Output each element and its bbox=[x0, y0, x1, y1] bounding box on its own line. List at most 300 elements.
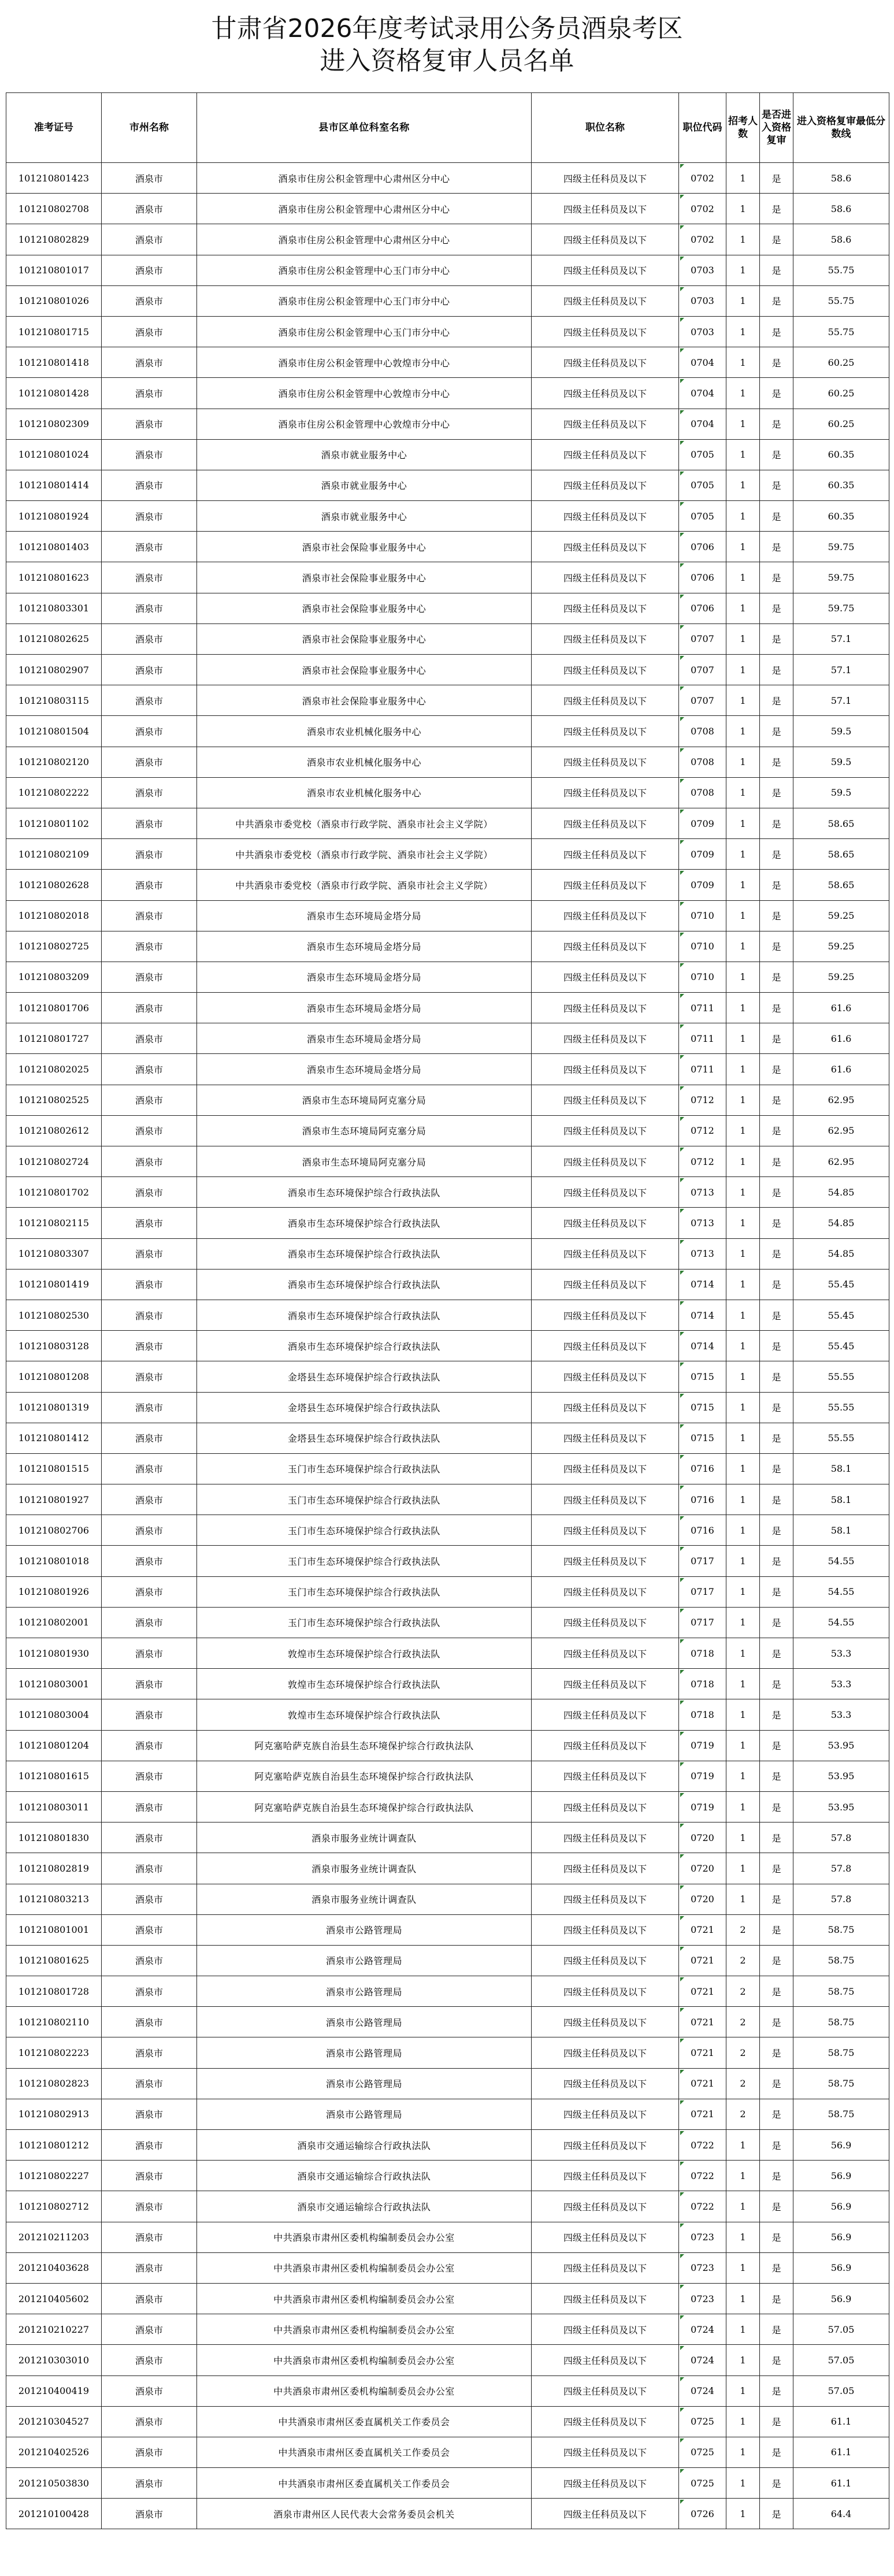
cell-qualified: 是 bbox=[760, 1208, 793, 1238]
cell-min-score: 55.45 bbox=[793, 1300, 889, 1330]
cell-exam-id: 101210801026 bbox=[6, 285, 102, 316]
cell-unit: 酒泉市生态环境局金塔分局 bbox=[197, 931, 532, 962]
cell-exam-id: 101210802309 bbox=[6, 409, 102, 439]
cell-min-score: 60.35 bbox=[793, 439, 889, 470]
cell-position-code: 0707 bbox=[679, 655, 726, 685]
cell-min-score: 62.95 bbox=[793, 1085, 889, 1115]
cell-position: 四级主任科员及以下 bbox=[532, 347, 679, 378]
cell-position-code: 0705 bbox=[679, 501, 726, 532]
cell-exam-id: 101210801927 bbox=[6, 1484, 102, 1515]
cell-city: 酒泉市 bbox=[102, 716, 197, 747]
cell-qualified: 是 bbox=[760, 1023, 793, 1054]
cell-unit: 敦煌市生态环境保护综合行政执法队 bbox=[197, 1638, 532, 1669]
cell-quota: 1 bbox=[726, 931, 760, 962]
cell-exam-id: 201210402526 bbox=[6, 2437, 102, 2467]
cell-exam-id: 101210801924 bbox=[6, 501, 102, 532]
table-row bbox=[6, 1976, 889, 2007]
cell-city: 酒泉市 bbox=[102, 439, 197, 470]
cell-city: 酒泉市 bbox=[102, 1361, 197, 1392]
cell-position: 四级主任科员及以下 bbox=[532, 2283, 679, 2314]
cell-position-code: 0721 bbox=[679, 2007, 726, 2037]
cell-position-code: 0715 bbox=[679, 1392, 726, 1423]
cell-exam-id: 101210801428 bbox=[6, 378, 102, 409]
cell-exam-id: 101210802525 bbox=[6, 1085, 102, 1115]
table-row bbox=[6, 1669, 889, 1699]
table-row bbox=[6, 562, 889, 593]
table-row bbox=[6, 931, 889, 962]
cell-unit: 酒泉市公路管理局 bbox=[197, 2068, 532, 2099]
cell-position-code: 0722 bbox=[679, 2130, 726, 2161]
table-row bbox=[6, 685, 889, 716]
cell-quota: 1 bbox=[726, 163, 760, 194]
cell-city: 酒泉市 bbox=[102, 2099, 197, 2129]
cell-min-score: 58.75 bbox=[793, 1945, 889, 1976]
cell-quota: 1 bbox=[726, 470, 760, 500]
cell-qualified: 是 bbox=[760, 1484, 793, 1515]
cell-quota: 1 bbox=[726, 194, 760, 224]
cell-quota: 1 bbox=[726, 1607, 760, 1638]
cell-min-score: 64.4 bbox=[793, 2499, 889, 2529]
cell-min-score: 53.3 bbox=[793, 1638, 889, 1669]
cell-qualified: 是 bbox=[760, 1269, 793, 1300]
cell-min-score: 59.5 bbox=[793, 747, 889, 777]
cell-unit: 玉门市生态环境保护综合行政执法队 bbox=[197, 1484, 532, 1515]
cell-position: 四级主任科员及以下 bbox=[532, 1146, 679, 1177]
table-row bbox=[6, 1208, 889, 1238]
table-row bbox=[6, 1914, 889, 1945]
table-row bbox=[6, 1791, 889, 1822]
cell-city: 酒泉市 bbox=[102, 1085, 197, 1115]
cell-min-score: 58.75 bbox=[793, 1976, 889, 2007]
table-row bbox=[6, 870, 889, 900]
cell-quota: 2 bbox=[726, 1945, 760, 1976]
cell-position-code: 0709 bbox=[679, 808, 726, 838]
cell-quota: 1 bbox=[726, 1699, 760, 1730]
cell-city: 酒泉市 bbox=[102, 409, 197, 439]
cell-quota: 1 bbox=[726, 2468, 760, 2499]
table-row bbox=[6, 2314, 889, 2345]
table-row bbox=[6, 1515, 889, 1546]
cell-quota: 1 bbox=[726, 1791, 760, 1822]
cell-quota: 1 bbox=[726, 1761, 760, 1791]
cell-position: 四级主任科员及以下 bbox=[532, 1791, 679, 1822]
cell-min-score: 57.8 bbox=[793, 1884, 889, 1914]
table-row bbox=[6, 224, 889, 255]
cell-city: 酒泉市 bbox=[102, 1884, 197, 1914]
cell-qualified: 是 bbox=[760, 2161, 793, 2191]
cell-position: 四级主任科员及以下 bbox=[532, 1392, 679, 1423]
cell-city: 酒泉市 bbox=[102, 1914, 197, 1945]
cell-exam-id: 101210802227 bbox=[6, 2161, 102, 2191]
cell-city: 酒泉市 bbox=[102, 870, 197, 900]
table-row bbox=[6, 409, 889, 439]
cell-quota: 1 bbox=[726, 1300, 760, 1330]
cell-city: 酒泉市 bbox=[102, 1453, 197, 1484]
cell-unit: 酒泉市公路管理局 bbox=[197, 1914, 532, 1945]
cell-position-code: 0719 bbox=[679, 1730, 726, 1761]
cell-exam-id: 101210802823 bbox=[6, 2068, 102, 2099]
cell-position-code: 0706 bbox=[679, 593, 726, 623]
cell-exam-id: 101210801102 bbox=[6, 808, 102, 838]
cell-min-score: 56.9 bbox=[793, 2252, 889, 2283]
cell-min-score: 59.75 bbox=[793, 532, 889, 562]
cell-position-code: 0719 bbox=[679, 1761, 726, 1791]
cell-unit: 中共酒泉市肃州区委机构编制委员会办公室 bbox=[197, 2283, 532, 2314]
cell-qualified: 是 bbox=[760, 685, 793, 716]
cell-unit: 酒泉市住房公积金管理中心肃州区分中心 bbox=[197, 163, 532, 194]
header-unit: 县市区单位科室名称 bbox=[197, 93, 532, 163]
cell-exam-id: 101210801702 bbox=[6, 1177, 102, 1208]
cell-unit: 中共酒泉市肃州区委直属机关工作委员会 bbox=[197, 2406, 532, 2437]
cell-exam-id: 101210803001 bbox=[6, 1669, 102, 1699]
cell-qualified: 是 bbox=[760, 2222, 793, 2252]
cell-exam-id: 101210802109 bbox=[6, 839, 102, 870]
cell-position: 四级主任科员及以下 bbox=[532, 1453, 679, 1484]
table-row bbox=[6, 1238, 889, 1269]
cell-city: 酒泉市 bbox=[102, 1115, 197, 1146]
table-row bbox=[6, 1484, 889, 1515]
cell-unit: 金塔县生态环境保护综合行政执法队 bbox=[197, 1423, 532, 1453]
cell-qualified: 是 bbox=[760, 1884, 793, 1914]
cell-position: 四级主任科员及以下 bbox=[532, 1945, 679, 1976]
cell-unit: 玉门市生态环境保护综合行政执法队 bbox=[197, 1453, 532, 1484]
cell-quota: 1 bbox=[726, 1331, 760, 1361]
cell-city: 酒泉市 bbox=[102, 2222, 197, 2252]
cell-position: 四级主任科员及以下 bbox=[532, 1423, 679, 1453]
cell-city: 酒泉市 bbox=[102, 1638, 197, 1669]
cell-qualified: 是 bbox=[760, 1699, 793, 1730]
cell-qualified: 是 bbox=[760, 2068, 793, 2099]
cell-unit: 中共酒泉市委党校（酒泉市行政学院、酒泉市社会主义学院） bbox=[197, 870, 532, 900]
header-quota: 招考人数 bbox=[726, 93, 760, 163]
cell-position-code: 0708 bbox=[679, 747, 726, 777]
cell-position: 四级主任科员及以下 bbox=[532, 2499, 679, 2529]
cell-qualified: 是 bbox=[760, 1638, 793, 1669]
cell-unit: 酒泉市住房公积金管理中心玉门市分中心 bbox=[197, 255, 532, 285]
table-row bbox=[6, 1392, 889, 1423]
cell-unit: 阿克塞哈萨克族自治县生态环境保护综合行政执法队 bbox=[197, 1730, 532, 1761]
cell-city: 酒泉市 bbox=[102, 1791, 197, 1822]
cell-quota: 1 bbox=[726, 1269, 760, 1300]
cell-min-score: 59.25 bbox=[793, 931, 889, 962]
cell-exam-id: 101210802115 bbox=[6, 1208, 102, 1238]
cell-exam-id: 101210801625 bbox=[6, 1945, 102, 1976]
cell-position: 四级主任科员及以下 bbox=[532, 1331, 679, 1361]
cell-position: 四级主任科员及以下 bbox=[532, 501, 679, 532]
cell-quota: 1 bbox=[726, 1115, 760, 1146]
cell-position-code: 0717 bbox=[679, 1576, 726, 1607]
cell-unit: 敦煌市生态环境保护综合行政执法队 bbox=[197, 1669, 532, 1699]
table-header-row bbox=[6, 93, 889, 163]
page-subtitle: 进入资格复审人员名单 bbox=[320, 46, 574, 76]
cell-position: 四级主任科员及以下 bbox=[532, 439, 679, 470]
cell-min-score: 55.75 bbox=[793, 316, 889, 347]
table-row bbox=[6, 2499, 889, 2529]
cell-exam-id: 101210802913 bbox=[6, 2099, 102, 2129]
table-row bbox=[6, 501, 889, 532]
cell-position: 四级主任科员及以下 bbox=[532, 1085, 679, 1115]
cell-qualified: 是 bbox=[760, 1853, 793, 1884]
cell-quota: 1 bbox=[726, 993, 760, 1023]
cell-unit: 酒泉市就业服务中心 bbox=[197, 439, 532, 470]
table-row bbox=[6, 839, 889, 870]
cell-min-score: 59.25 bbox=[793, 962, 889, 992]
cell-qualified: 是 bbox=[760, 1945, 793, 1976]
cell-position: 四级主任科员及以下 bbox=[532, 1853, 679, 1884]
cell-city: 酒泉市 bbox=[102, 285, 197, 316]
cell-quota: 1 bbox=[726, 962, 760, 992]
table-row bbox=[6, 2283, 889, 2314]
cell-city: 酒泉市 bbox=[102, 2252, 197, 2283]
cell-position: 四级主任科员及以下 bbox=[532, 1884, 679, 1914]
cell-city: 酒泉市 bbox=[102, 1730, 197, 1761]
cell-min-score: 60.25 bbox=[793, 409, 889, 439]
cell-unit: 酒泉市服务业统计调查队 bbox=[197, 1884, 532, 1914]
cell-position: 四级主任科员及以下 bbox=[532, 1546, 679, 1576]
cell-qualified: 是 bbox=[760, 655, 793, 685]
cell-unit: 酒泉市生态环境局阿克塞分局 bbox=[197, 1146, 532, 1177]
cell-quota: 1 bbox=[726, 2130, 760, 2161]
cell-city: 酒泉市 bbox=[102, 962, 197, 992]
cell-position-code: 0723 bbox=[679, 2222, 726, 2252]
cell-city: 酒泉市 bbox=[102, 1146, 197, 1177]
cell-min-score: 55.55 bbox=[793, 1361, 889, 1392]
cell-position-code: 0726 bbox=[679, 2499, 726, 2529]
cell-position-code: 0710 bbox=[679, 900, 726, 931]
cell-quota: 1 bbox=[726, 593, 760, 623]
cell-min-score: 56.9 bbox=[793, 2191, 889, 2222]
header-qualified: 是否进入资格复审 bbox=[760, 93, 793, 163]
cell-position-code: 0702 bbox=[679, 194, 726, 224]
cell-min-score: 58.1 bbox=[793, 1484, 889, 1515]
cell-qualified: 是 bbox=[760, 316, 793, 347]
cell-position: 四级主任科员及以下 bbox=[532, 870, 679, 900]
cell-quota: 1 bbox=[726, 2161, 760, 2191]
table-row bbox=[6, 194, 889, 224]
cell-quota: 1 bbox=[726, 2191, 760, 2222]
header-min-score: 进入资格复审最低分数线 bbox=[793, 93, 889, 163]
cell-city: 酒泉市 bbox=[102, 2130, 197, 2161]
cell-position: 四级主任科员及以下 bbox=[532, 1822, 679, 1853]
cell-min-score: 58.6 bbox=[793, 194, 889, 224]
cell-qualified: 是 bbox=[760, 623, 793, 654]
cell-position: 四级主任科员及以下 bbox=[532, 1730, 679, 1761]
table-row bbox=[6, 1085, 889, 1115]
cell-unit: 中共酒泉市肃州区委机构编制委员会办公室 bbox=[197, 2252, 532, 2283]
cell-min-score: 54.85 bbox=[793, 1238, 889, 1269]
cell-quota: 1 bbox=[726, 1146, 760, 1177]
cell-quota: 1 bbox=[726, 1884, 760, 1914]
cell-qualified: 是 bbox=[760, 993, 793, 1023]
cell-position-code: 0712 bbox=[679, 1146, 726, 1177]
cell-qualified: 是 bbox=[760, 1607, 793, 1638]
cell-min-score: 58.1 bbox=[793, 1515, 889, 1546]
cell-position-code: 0721 bbox=[679, 2068, 726, 2099]
cell-quota: 2 bbox=[726, 1914, 760, 1945]
cell-qualified: 是 bbox=[760, 1515, 793, 1546]
table-row bbox=[6, 1361, 889, 1392]
cell-unit: 酒泉市住房公积金管理中心敦煌市分中心 bbox=[197, 409, 532, 439]
cell-position: 四级主任科员及以下 bbox=[532, 194, 679, 224]
cell-city: 酒泉市 bbox=[102, 1576, 197, 1607]
table-row bbox=[6, 716, 889, 747]
cell-position-code: 0706 bbox=[679, 532, 726, 562]
cell-min-score: 54.55 bbox=[793, 1576, 889, 1607]
cell-qualified: 是 bbox=[760, 716, 793, 747]
cell-unit: 玉门市生态环境保护综合行政执法队 bbox=[197, 1607, 532, 1638]
cell-min-score: 61.6 bbox=[793, 1054, 889, 1085]
cell-city: 酒泉市 bbox=[102, 1177, 197, 1208]
cell-quota: 1 bbox=[726, 900, 760, 931]
cell-position: 四级主任科员及以下 bbox=[532, 470, 679, 500]
table-row bbox=[6, 255, 889, 285]
table-row bbox=[6, 655, 889, 685]
table-row bbox=[6, 1884, 889, 1914]
cell-position-code: 0721 bbox=[679, 1914, 726, 1945]
cell-min-score: 58.75 bbox=[793, 2068, 889, 2099]
cell-position-code: 0715 bbox=[679, 1423, 726, 1453]
cell-unit: 酒泉市公路管理局 bbox=[197, 2007, 532, 2037]
cell-position-code: 0720 bbox=[679, 1884, 726, 1914]
header-exam-id: 准考证号 bbox=[6, 93, 102, 163]
table-row bbox=[6, 1269, 889, 1300]
table-row bbox=[6, 1730, 889, 1761]
cell-position: 四级主任科员及以下 bbox=[532, 993, 679, 1023]
cell-qualified: 是 bbox=[760, 1576, 793, 1607]
cell-quota: 1 bbox=[726, 1085, 760, 1115]
cell-city: 酒泉市 bbox=[102, 1238, 197, 1269]
page-title: 甘肃省2026年度考试录用公务员酒泉考区 bbox=[211, 14, 683, 43]
cell-qualified: 是 bbox=[760, 2191, 793, 2222]
cell-quota: 1 bbox=[726, 685, 760, 716]
cell-position-code: 0708 bbox=[679, 716, 726, 747]
cell-position-code: 0711 bbox=[679, 1054, 726, 1085]
cell-unit: 酒泉市社会保险事业服务中心 bbox=[197, 623, 532, 654]
cell-quota: 1 bbox=[726, 1023, 760, 1054]
cell-position: 四级主任科员及以下 bbox=[532, 2161, 679, 2191]
cell-position: 四级主任科员及以下 bbox=[532, 2099, 679, 2129]
table-row bbox=[6, 2222, 889, 2252]
cell-quota: 1 bbox=[726, 378, 760, 409]
cell-city: 酒泉市 bbox=[102, 1054, 197, 1085]
cell-min-score: 58.1 bbox=[793, 1453, 889, 1484]
cell-exam-id: 101210802708 bbox=[6, 194, 102, 224]
cell-position: 四级主任科员及以下 bbox=[532, 808, 679, 838]
cell-unit: 中共酒泉市肃州区委直属机关工作委员会 bbox=[197, 2437, 532, 2467]
cell-quota: 1 bbox=[726, 808, 760, 838]
cell-qualified: 是 bbox=[760, 2345, 793, 2375]
cell-min-score: 57.1 bbox=[793, 685, 889, 716]
table-row bbox=[6, 1945, 889, 1976]
cell-qualified: 是 bbox=[760, 1761, 793, 1791]
cell-quota: 1 bbox=[726, 1361, 760, 1392]
cell-position: 四级主任科员及以下 bbox=[532, 1607, 679, 1638]
cell-position-code: 0723 bbox=[679, 2283, 726, 2314]
cell-city: 酒泉市 bbox=[102, 1423, 197, 1453]
cell-position-code: 0725 bbox=[679, 2406, 726, 2437]
cell-quota: 1 bbox=[726, 623, 760, 654]
cell-position-code: 0710 bbox=[679, 931, 726, 962]
cell-qualified: 是 bbox=[760, 593, 793, 623]
cell-position: 四级主任科员及以下 bbox=[532, 316, 679, 347]
cell-position-code: 0721 bbox=[679, 1945, 726, 1976]
cell-city: 酒泉市 bbox=[102, 623, 197, 654]
cell-qualified: 是 bbox=[760, 1115, 793, 1146]
cell-unit: 玉门市生态环境保护综合行政执法队 bbox=[197, 1576, 532, 1607]
table-row bbox=[6, 2191, 889, 2222]
cell-position-code: 0718 bbox=[679, 1669, 726, 1699]
cell-min-score: 57.05 bbox=[793, 2345, 889, 2375]
cell-city: 酒泉市 bbox=[102, 808, 197, 838]
cell-unit: 酒泉市农业机械化服务中心 bbox=[197, 777, 532, 808]
cell-exam-id: 101210802706 bbox=[6, 1515, 102, 1546]
table-row bbox=[6, 1177, 889, 1208]
cell-city: 酒泉市 bbox=[102, 1331, 197, 1361]
cell-position-code: 0724 bbox=[679, 2375, 726, 2406]
cell-min-score: 59.5 bbox=[793, 777, 889, 808]
cell-min-score: 58.65 bbox=[793, 870, 889, 900]
cell-position: 四级主任科员及以下 bbox=[532, 1023, 679, 1054]
cell-quota: 1 bbox=[726, 285, 760, 316]
cell-min-score: 53.95 bbox=[793, 1761, 889, 1791]
cell-quota: 1 bbox=[726, 2252, 760, 2283]
cell-position: 四级主任科员及以下 bbox=[532, 2437, 679, 2467]
cell-city: 酒泉市 bbox=[102, 1392, 197, 1423]
cell-qualified: 是 bbox=[760, 194, 793, 224]
cell-position-code: 0716 bbox=[679, 1515, 726, 1546]
cell-city: 酒泉市 bbox=[102, 2191, 197, 2222]
cell-min-score: 55.45 bbox=[793, 1269, 889, 1300]
cell-position-code: 0722 bbox=[679, 2191, 726, 2222]
cell-qualified: 是 bbox=[760, 747, 793, 777]
cell-unit: 酒泉市社会保险事业服务中心 bbox=[197, 532, 532, 562]
cell-qualified: 是 bbox=[760, 2007, 793, 2037]
cell-exam-id: 101210802530 bbox=[6, 1300, 102, 1330]
cell-min-score: 56.9 bbox=[793, 2222, 889, 2252]
cell-position: 四级主任科员及以下 bbox=[532, 1576, 679, 1607]
cell-qualified: 是 bbox=[760, 2468, 793, 2499]
table-row bbox=[6, 439, 889, 470]
table-row bbox=[6, 285, 889, 316]
cell-position-code: 0721 bbox=[679, 2037, 726, 2068]
cell-exam-id: 101210802819 bbox=[6, 1853, 102, 1884]
cell-exam-id: 101210801208 bbox=[6, 1361, 102, 1392]
cell-unit: 酒泉市生态环境保护综合行政执法队 bbox=[197, 1331, 532, 1361]
cell-position-code: 0704 bbox=[679, 378, 726, 409]
cell-unit: 中共酒泉市委党校（酒泉市行政学院、酒泉市社会主义学院） bbox=[197, 808, 532, 838]
cell-min-score: 59.5 bbox=[793, 716, 889, 747]
table-row bbox=[6, 470, 889, 500]
table-body bbox=[6, 163, 889, 2529]
cell-qualified: 是 bbox=[760, 1730, 793, 1761]
cell-qualified: 是 bbox=[760, 1546, 793, 1576]
cell-exam-id: 101210801830 bbox=[6, 1822, 102, 1853]
cell-unit: 酒泉市生态环境保护综合行政执法队 bbox=[197, 1208, 532, 1238]
cell-position: 四级主任科员及以下 bbox=[532, 716, 679, 747]
cell-exam-id: 101210802712 bbox=[6, 2191, 102, 2222]
cell-min-score: 55.75 bbox=[793, 285, 889, 316]
cell-min-score: 55.55 bbox=[793, 1392, 889, 1423]
cell-qualified: 是 bbox=[760, 285, 793, 316]
cell-quota: 1 bbox=[726, 1853, 760, 1884]
cell-position: 四级主任科员及以下 bbox=[532, 2314, 679, 2345]
cell-position: 四级主任科员及以下 bbox=[532, 1515, 679, 1546]
cell-exam-id: 101210802110 bbox=[6, 2007, 102, 2037]
cell-min-score: 59.25 bbox=[793, 900, 889, 931]
cell-position-code: 0705 bbox=[679, 470, 726, 500]
cell-min-score: 62.95 bbox=[793, 1115, 889, 1146]
cell-position: 四级主任科员及以下 bbox=[532, 747, 679, 777]
